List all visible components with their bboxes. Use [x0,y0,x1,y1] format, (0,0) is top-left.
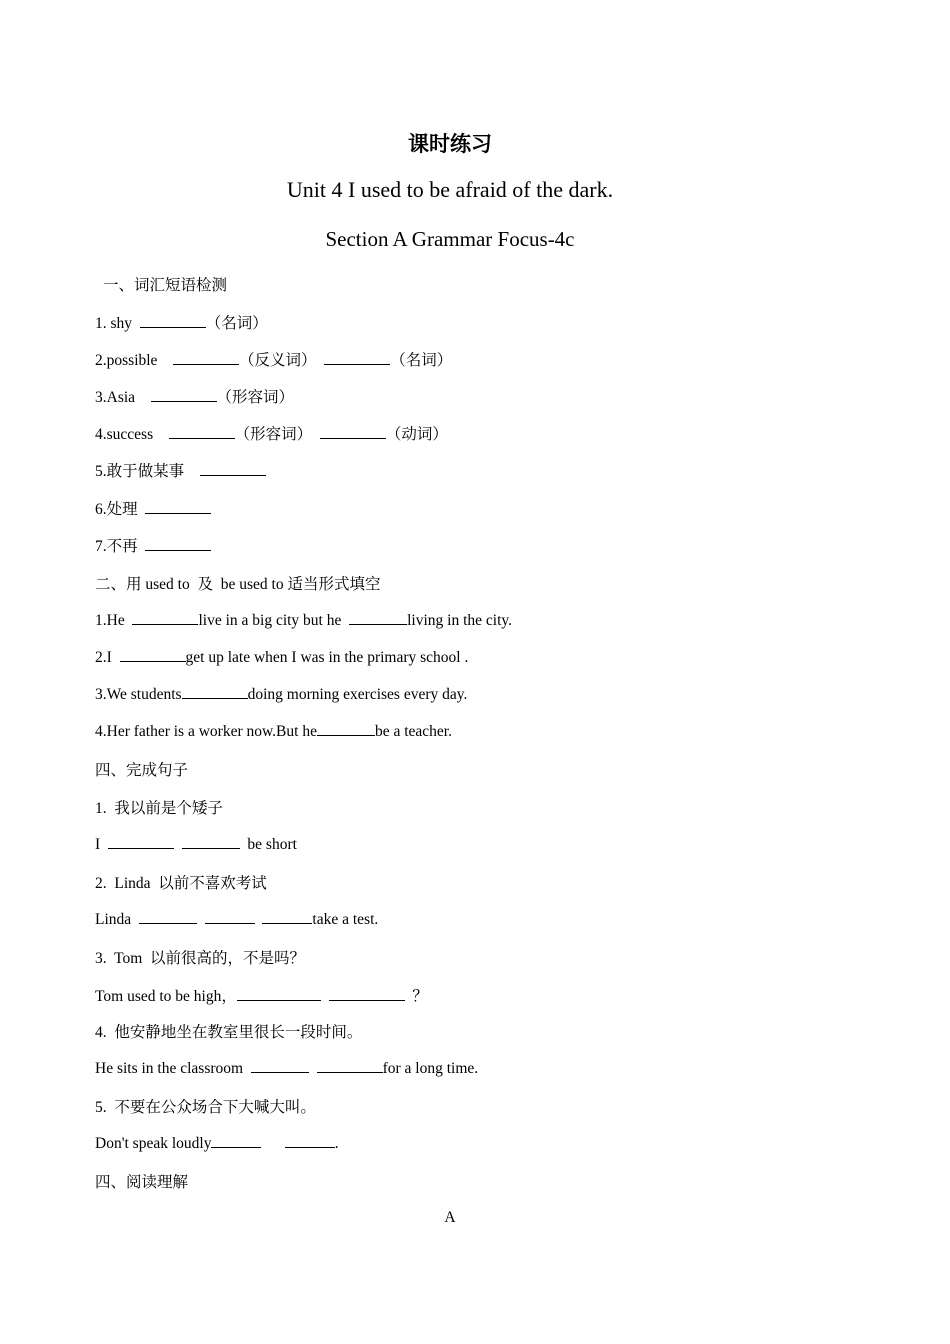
part1-item-6 [95,497,211,519]
answer-blank[interactable] [140,313,206,328]
answer-blank[interactable] [151,387,217,402]
answer-blank[interactable] [320,424,386,439]
item-text: 3.Asia [95,389,151,406]
answer-blank[interactable] [139,909,197,924]
part1-item-5 [95,459,266,481]
part2-item-2 [95,647,468,667]
part3-item-4-en [95,1058,478,1078]
passage-label: A [444,1209,456,1226]
item-text: 3.We students [95,686,182,703]
answer-blank[interactable] [182,834,240,849]
part3-item-1-cn: 1. 我以前是个矮子 [95,800,223,817]
part3-item-2-cn: 2. Linda 以前不喜欢考试 [95,875,267,892]
item-text: 2.possible [95,352,173,369]
answer-blank[interactable] [108,834,174,849]
part3-item-3-en [95,984,428,1006]
part1-item-1 [95,311,268,333]
part2-heading: 二、用 used to 及 be used to 适当形式填空 [95,576,381,593]
answer-blank[interactable] [317,1058,383,1073]
item-text: 2.I [95,649,120,666]
answer-blank[interactable] [349,610,407,625]
item-text: get up late when I was in the primary school . [185,649,469,666]
item-text: 5.敢于做某事 [95,463,200,480]
answer-blank[interactable] [262,909,312,924]
part3-item-5-en [95,1133,339,1153]
item-hint: （名词） [205,315,268,332]
part3-item-3-cn: 3. Tom 以前很高的，不是吗？ [95,950,306,967]
answer-blank[interactable] [132,610,198,625]
part2-item-3 [95,684,467,704]
answer-blank[interactable] [182,684,248,699]
answer-blank[interactable] [173,350,239,365]
item-text: He sits in the classroom [95,1060,251,1077]
item-text: doing morning exercises every day. [247,686,468,703]
answer-blank[interactable] [324,350,390,365]
item-text: 1.He [95,612,133,629]
part3-item-1-en [95,834,297,854]
item-text: be short [239,836,297,853]
part2-item-1 [95,610,512,630]
item-text: for a long time. [382,1060,479,1077]
part3-heading: 四、完成句子 [95,762,189,779]
answer-blank[interactable] [169,424,235,439]
part1-item-7 [95,534,211,556]
section-title: Section A Grammar Focus-4c [325,227,575,251]
item-text: . [334,1135,339,1152]
item-hint: （动词） [385,426,448,443]
answer-blank[interactable] [329,986,405,1001]
part3-item-5-cn: 5. 不要在公众场合下大喊大叫。 [95,1099,316,1116]
answer-blank[interactable] [317,721,375,736]
part1-item-2 [95,348,452,370]
answer-blank[interactable] [145,536,211,551]
answer-blank[interactable] [251,1058,309,1073]
answer-blank[interactable] [200,461,266,476]
answer-blank[interactable] [120,647,186,662]
answer-blank[interactable] [211,1133,261,1148]
answer-blank[interactable] [205,909,255,924]
part1-heading: 一、词汇短语检测 [103,277,228,294]
answer-blank[interactable] [285,1133,335,1148]
item-hint: （名词） [390,352,453,369]
unit-title: Unit 4 I used to be afraid of the dark. [286,177,614,202]
item-text: Linda [95,911,139,928]
item-text: 4.success [95,426,169,443]
answer-blank[interactable] [237,986,321,1001]
item-text: 6.处理 [95,501,146,518]
item-hint: （反义词） [238,352,317,369]
part3-item-2-en [95,909,378,929]
item-text: ？ [404,988,428,1005]
part4-heading: 四、阅读理解 [95,1174,189,1191]
item-text: living in the city. [407,612,513,629]
part3-item-4-cn: 4. 他安静地坐在教室里很长一段时间。 [95,1024,363,1041]
part1-item-4 [95,422,448,444]
part1-item-3 [95,385,294,407]
item-text: live in a big city but he [198,612,350,629]
item-text: 7.不再 [95,538,146,555]
item-text: take a test. [312,911,379,928]
part2-item-4 [95,721,452,741]
page-title: 课时练习 [408,132,492,156]
item-hint: （形容词） [216,389,295,406]
item-text: Don't speak loudly [95,1135,212,1152]
item-text: be a teacher. [374,723,452,740]
item-text: Tom used to be high， [95,988,237,1005]
item-text: I [95,836,108,853]
answer-blank[interactable] [145,499,211,514]
item-text: 1. shy [95,315,140,332]
item-text: 4.Her father is a worker now.But he [95,723,317,740]
item-hint: （形容词） [234,426,313,443]
